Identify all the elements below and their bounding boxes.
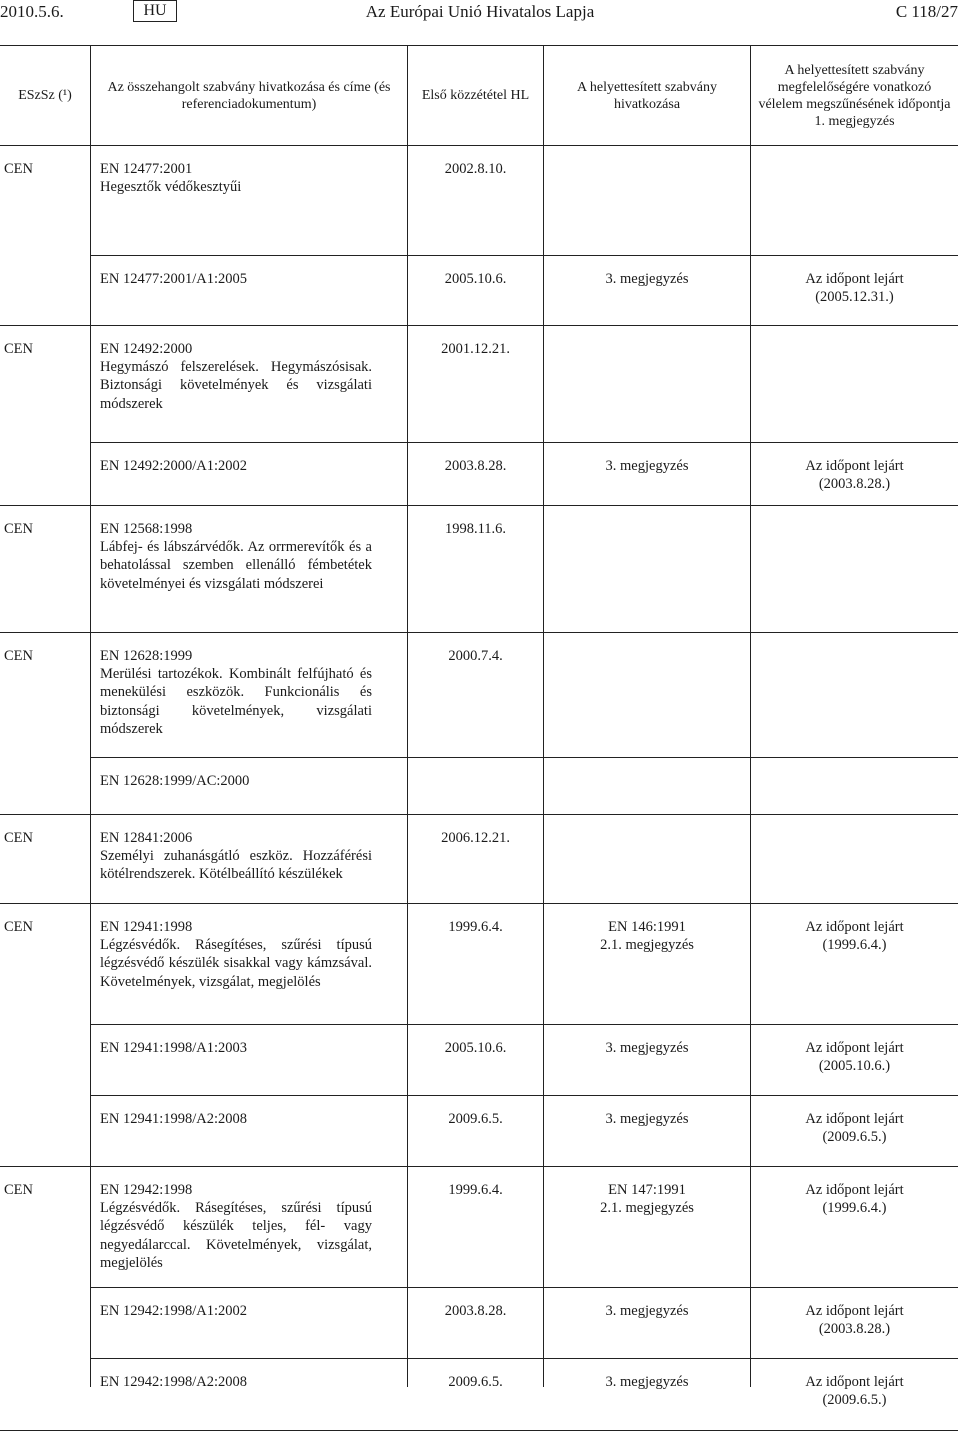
standard-reference: EN 12841:2006 bbox=[100, 830, 193, 846]
cessation-date-cell bbox=[751, 1302, 958, 1338]
superseded-standard-cell bbox=[544, 457, 750, 475]
superseded-standard-cell bbox=[544, 1110, 750, 1128]
superseded-standard-cell bbox=[544, 1373, 750, 1391]
first-publication-cell: 2002.8.10. bbox=[444, 161, 507, 177]
superseded-reference: 3. megjegyzés bbox=[605, 1111, 689, 1127]
cessation-date-cell bbox=[751, 270, 958, 306]
column-divider bbox=[750, 46, 751, 1387]
issue-date: 2010.5.6. bbox=[0, 2, 64, 21]
column-divider bbox=[543, 46, 544, 1387]
table-row bbox=[0, 443, 958, 506]
cessation-date-cell bbox=[751, 1181, 958, 1217]
table-row bbox=[0, 326, 958, 443]
table-row bbox=[0, 815, 958, 904]
reference-cell bbox=[100, 1373, 372, 1391]
date-value: (2005.12.31.) bbox=[815, 289, 894, 306]
reference-cell bbox=[100, 829, 372, 884]
standard-reference: EN 12477:2001 bbox=[100, 161, 193, 177]
date-status: Az időpont lejárt bbox=[805, 1303, 904, 1319]
reference-cell bbox=[100, 520, 372, 593]
column-divider bbox=[407, 46, 408, 1387]
column-header-reference: Az összehangolt szabvány hivatkozása és címe (és referenciadokumentum) bbox=[107, 79, 391, 112]
reference-cell bbox=[100, 918, 372, 991]
esz-cell: CEN bbox=[4, 341, 33, 357]
date-value: (2003.8.28.) bbox=[818, 476, 891, 493]
esz-cell: CEN bbox=[4, 521, 33, 537]
reference-cell bbox=[100, 270, 372, 288]
superseded-standard-cell bbox=[544, 918, 750, 954]
table-row bbox=[0, 758, 958, 815]
first-publication-cell: 1998.11.6. bbox=[444, 521, 507, 537]
table-row bbox=[0, 1167, 958, 1288]
page-number: C 118/27 bbox=[895, 2, 958, 21]
standard-reference: EN 12941:1998/A1:2003 bbox=[100, 1040, 248, 1056]
superseded-reference: 3. megjegyzés bbox=[605, 1040, 689, 1056]
table-row bbox=[0, 256, 958, 326]
first-publication-cell: 2005.10.6. bbox=[444, 1040, 507, 1056]
cessation-date-cell bbox=[751, 918, 958, 954]
first-publication-cell: 2003.8.28. bbox=[444, 1303, 507, 1319]
cessation-date-cell bbox=[751, 1110, 958, 1146]
date-status: Az időpont lejárt bbox=[805, 1111, 904, 1127]
standard-reference: EN 12942:1998 bbox=[100, 1182, 193, 1198]
table-header bbox=[0, 46, 958, 146]
standard-reference: EN 12942:1998/A1:2002 bbox=[100, 1303, 248, 1319]
esz-cell: CEN bbox=[4, 830, 33, 846]
date-status: Az időpont lejárt bbox=[805, 1040, 904, 1056]
table-row bbox=[0, 904, 958, 1025]
table-row bbox=[0, 506, 958, 633]
standard-reference: EN 12628:1999/AC:2000 bbox=[100, 773, 250, 789]
reference-cell bbox=[100, 340, 372, 413]
standard-reference: EN 12477:2001/A1:2005 bbox=[100, 271, 248, 287]
cessation-date-cell bbox=[751, 457, 958, 493]
table-row bbox=[0, 146, 958, 256]
language-badge: HU bbox=[133, 0, 177, 22]
standard-title: Hegesztők védőkesztyűi bbox=[100, 179, 242, 196]
superseded-reference: EN 147:1991 bbox=[608, 1182, 686, 1198]
first-publication-cell: 2003.8.28. bbox=[444, 458, 507, 474]
standard-reference: EN 12568:1998 bbox=[100, 521, 193, 537]
esz-cell: CEN bbox=[4, 648, 33, 664]
first-publication-cell: 2000.7.4. bbox=[448, 648, 503, 664]
table-row bbox=[0, 1096, 958, 1167]
date-status: Az időpont lejárt bbox=[805, 271, 904, 287]
first-publication-cell: 1999.6.4. bbox=[448, 919, 503, 935]
esz-cell: CEN bbox=[4, 161, 33, 177]
superseded-note: 2.1. megjegyzés bbox=[600, 1200, 694, 1217]
reference-cell bbox=[100, 1181, 372, 1272]
standard-reference: EN 12628:1999 bbox=[100, 648, 193, 664]
standard-reference: EN 12942:1998/A2:2008 bbox=[100, 1374, 248, 1390]
cessation-date-cell bbox=[751, 1373, 958, 1409]
column-header-first-publication: Első közzététel HL bbox=[421, 88, 530, 103]
first-publication-cell: 1999.6.4. bbox=[448, 1182, 503, 1198]
first-publication-cell: 2009.6.5. bbox=[448, 1111, 503, 1127]
first-publication-cell: 2009.6.5. bbox=[448, 1374, 503, 1390]
reference-cell bbox=[100, 160, 372, 196]
superseded-reference: EN 146:1991 bbox=[608, 919, 686, 935]
column-header-esz: ESzSz (¹) bbox=[18, 88, 72, 103]
date-status: Az időpont lejárt bbox=[805, 458, 904, 474]
cessation-date-cell bbox=[751, 1039, 958, 1075]
standard-title: Merülési tartozékok. Kombinált felfújható és menekülési eszközök. Funkcionális és biztonsági követelmények, vizsgálati módszerek bbox=[100, 666, 372, 737]
reference-cell bbox=[100, 1110, 372, 1128]
superseded-reference: 3. megjegyzés bbox=[605, 1374, 689, 1390]
standard-reference: EN 12492:2000/A1:2002 bbox=[100, 458, 248, 474]
reference-cell bbox=[100, 1302, 372, 1320]
standard-title: Személyi zuhanásgátló eszköz. Hozzáférési kötélrendszerek. Kötélbeállító készülékek bbox=[100, 848, 372, 883]
standard-reference: EN 12492:2000 bbox=[100, 341, 193, 357]
date-status: Az időpont lejárt bbox=[805, 919, 904, 935]
reference-cell bbox=[100, 772, 372, 790]
standard-reference: EN 12941:1998/A2:2008 bbox=[100, 1111, 248, 1127]
page-header bbox=[0, 0, 960, 26]
date-value: (1999.6.4.) bbox=[822, 1200, 887, 1217]
standard-title: Hegymászó felszerelések. Hegymászósisak. Biztonsági követelmények és vizsgálati módszerek bbox=[100, 359, 372, 412]
date-value: (2003.8.28.) bbox=[818, 1321, 891, 1338]
reference-cell bbox=[100, 457, 372, 475]
esz-cell: CEN bbox=[4, 919, 33, 935]
table-row bbox=[0, 1025, 958, 1096]
standard-title: Légzésvédők. Rásegítéses, szűrési típusú légzésvédő készülék sisakkal vagy kámzsával. Követelmények, vizsgálat, megjelölés bbox=[100, 937, 372, 990]
date-value: (2009.6.5.) bbox=[822, 1129, 887, 1146]
first-publication-cell: 2006.12.21. bbox=[441, 830, 510, 846]
superseded-reference: 3. megjegyzés bbox=[605, 1303, 689, 1319]
column-divider bbox=[90, 46, 91, 1387]
reference-cell bbox=[100, 647, 372, 738]
date-value: (1999.6.4.) bbox=[822, 937, 887, 954]
first-publication-cell: 2005.10.6. bbox=[444, 271, 507, 287]
table-row bbox=[0, 1359, 958, 1431]
esz-cell: CEN bbox=[4, 1182, 33, 1198]
date-status: Az időpont lejárt bbox=[805, 1374, 904, 1390]
column-header-cessation-date: A helyettesített szabvány megfelelőségére vonatkozó vélelem megszűnésének időpontja 1. megjegyzés bbox=[758, 62, 951, 129]
reference-cell bbox=[100, 1039, 372, 1057]
superseded-note: 2.1. megjegyzés bbox=[600, 937, 694, 954]
superseded-reference: 3. megjegyzés bbox=[605, 458, 689, 474]
superseded-standard-cell bbox=[544, 270, 750, 288]
standard-reference: EN 12941:1998 bbox=[100, 919, 193, 935]
date-status: Az időpont lejárt bbox=[805, 1182, 904, 1198]
date-value: (2009.6.5.) bbox=[822, 1392, 887, 1409]
journal-title: Az Európai Unió Hivatalos Lapja bbox=[365, 2, 595, 21]
standard-title: Lábfej- és lábszárvédők. Az orrmerevítők és a behatolással szemben ellenálló fémbetétek követelményei és vizsgálati módszerei bbox=[100, 539, 372, 592]
column-header-superseded: A helyettesített szabvány hivatkozása bbox=[577, 79, 717, 112]
superseded-standard-cell bbox=[544, 1302, 750, 1320]
first-publication-cell: 2001.12.21. bbox=[441, 341, 510, 357]
superseded-standard-cell bbox=[544, 1039, 750, 1057]
superseded-reference: 3. megjegyzés bbox=[605, 271, 689, 287]
date-value: (2005.10.6.) bbox=[818, 1058, 891, 1075]
superseded-standard-cell bbox=[544, 1181, 750, 1217]
table-row bbox=[0, 1288, 958, 1359]
standard-title: Légzésvédők. Rásegítéses, szűrési típusú légzésvédő készülék teljes, fél- vagy negyedálarccal. Követelmények, vizsgálat, megjelölés bbox=[100, 1200, 372, 1271]
table-row bbox=[0, 633, 958, 758]
standards-table bbox=[0, 45, 958, 1409]
